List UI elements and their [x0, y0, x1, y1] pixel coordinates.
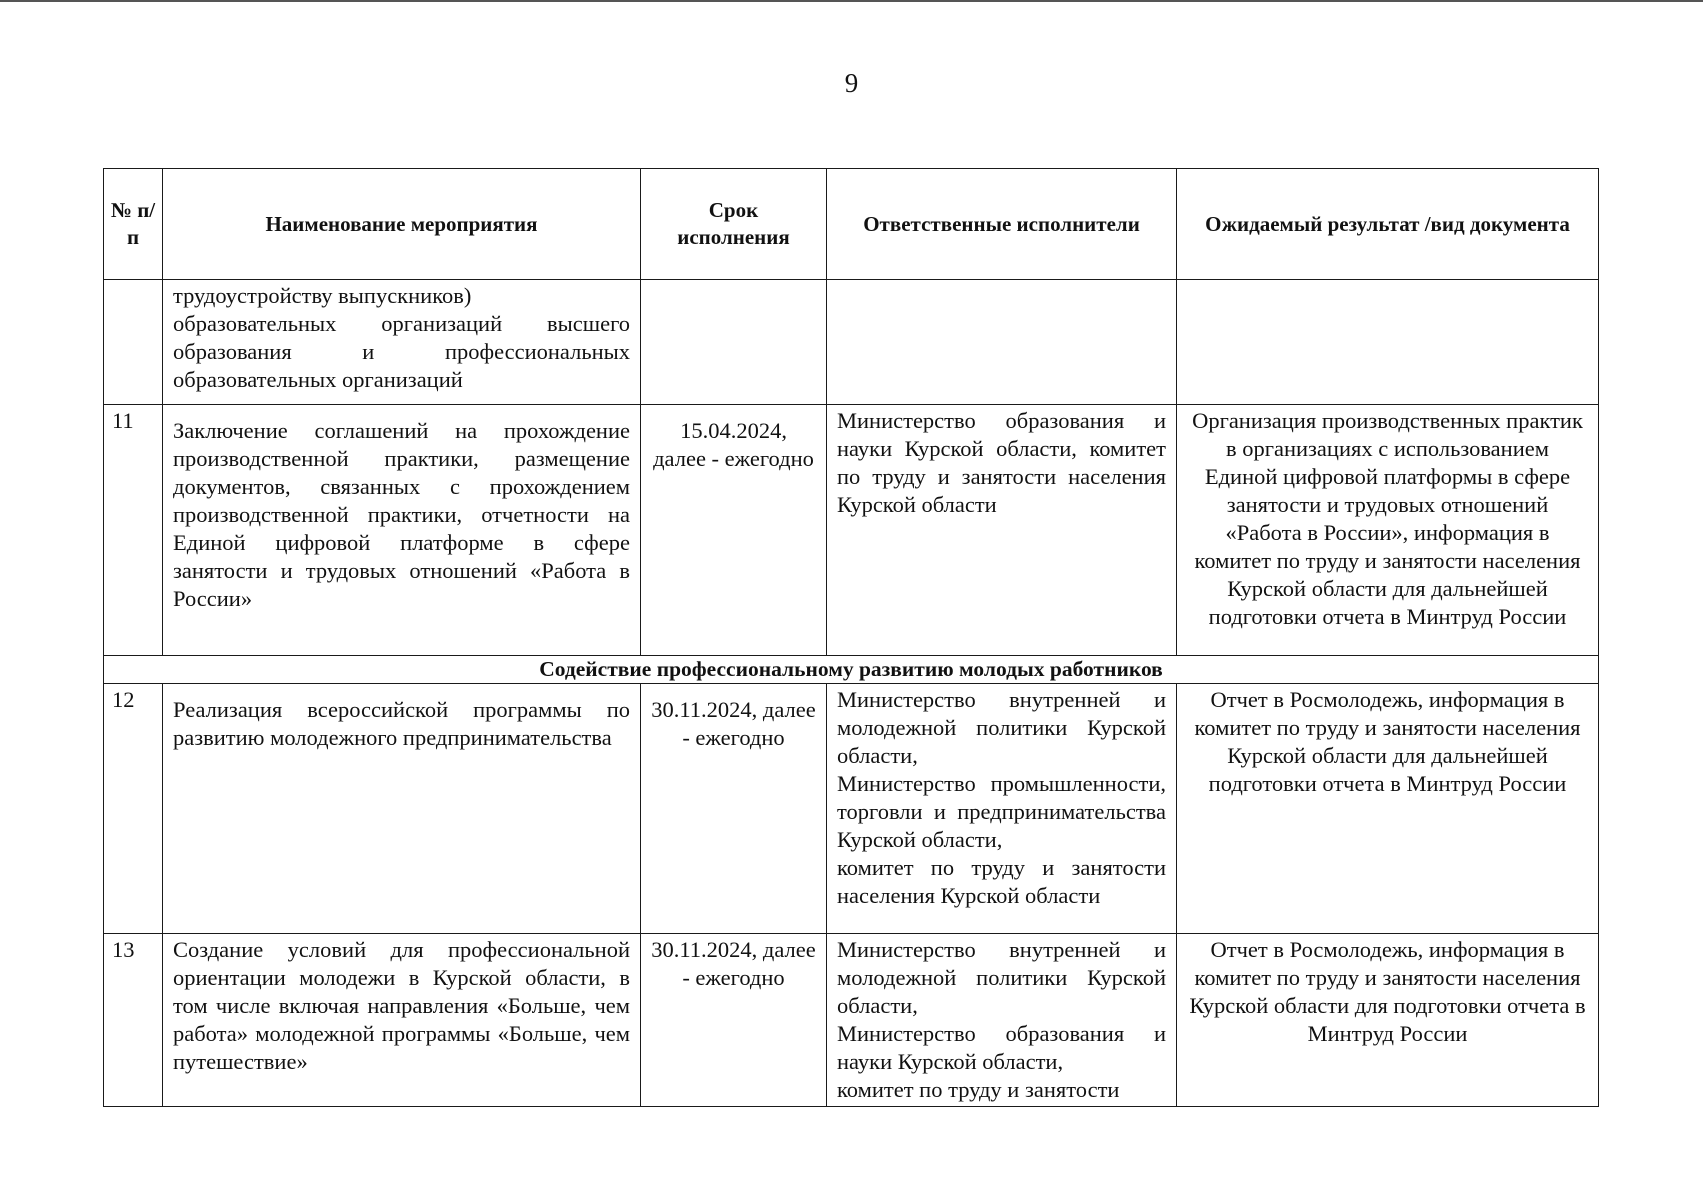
activity-name: Реализация всероссийской программы по развитию молодежного предпринимательства — [163, 684, 641, 934]
activity-name: Создание условий для профессиональной ориентации молодежи в Курской области, в том числе включая направления «Больше, чем работа» молодежной программы «Больше, чем путешествие» — [163, 934, 641, 1107]
table-row-11 — [104, 405, 1599, 656]
result: Отчет в Росмолодежь, информация в комитет по труду и занятости населения Курской области для подготовки отчета в Минтруд России — [1177, 934, 1599, 1107]
row-number — [104, 280, 163, 405]
table-header-row — [104, 169, 1599, 280]
responsible-line: комитет по труду и занятости населения Курской области — [837, 855, 1166, 908]
section-row — [104, 656, 1599, 684]
scan-top-edge — [0, 0, 1703, 2]
deadline: 30.11.2024, далее - ежегодно — [641, 684, 827, 934]
page-number: 9 — [844, 68, 859, 98]
result — [1177, 280, 1599, 405]
deadline — [641, 280, 827, 405]
header-num: № п/п — [104, 169, 163, 280]
row-number: 12 — [104, 684, 163, 934]
section-title: Содействие профессиональному развитию молодых работников — [104, 656, 1599, 684]
deadline: 30.11.2024, далее - ежегодно — [641, 934, 827, 1107]
header-deadline: Срок исполнения — [641, 169, 827, 280]
activity-name-rest: образовательных организаций высшего образования и профессиональных образовательных организаций — [173, 311, 630, 392]
row-number: 11 — [104, 405, 163, 656]
header-name: Наименование мероприятия — [163, 169, 641, 280]
deadline: 15.04.2024, далее - ежегодно — [641, 405, 827, 656]
activity-name-line: трудоустройству выпускников) — [173, 283, 472, 308]
header-responsible: Ответственные исполнители — [827, 169, 1177, 280]
table-row-12 — [104, 684, 1599, 934]
responsible-line: Министерство внутренней и молодежной политики Курской области, — [837, 687, 1166, 768]
responsible-line: комитет по труду и занятости — [837, 1077, 1120, 1102]
activity-name: Заключение соглашений на прохождение производственной практики, размещение документов, связанных с прохождением производственной практики, отчетности на Единой цифровой платформе в сфере занятости и трудовых отношений «Работа в России» — [163, 405, 641, 656]
activity-name — [163, 280, 641, 405]
responsible-line: Министерство образования и науки Курской области, — [837, 1021, 1166, 1074]
row-number: 13 — [104, 934, 163, 1107]
responsible-line: Министерство промышленности, торговли и предпринимательства Курской области, — [837, 771, 1166, 852]
responsible — [827, 934, 1177, 1107]
header-result: Ожидаемый результат /вид документа — [1177, 169, 1599, 280]
responsible — [827, 280, 1177, 405]
activities-table — [103, 168, 1599, 1107]
table-row-13 — [104, 934, 1599, 1107]
result: Отчет в Росмолодежь, информация в комитет по труду и занятости населения Курской области для дальнейшей подготовки отчета в Минтруд России — [1177, 684, 1599, 934]
result: Организация производственных практик в организациях с использованием Единой цифровой платформы в сфере занятости и трудовых отношений «Работа в России», информация в комитет по труду и занятости населения Курской области для дальнейшей подготовки отчета в Минтруд России — [1177, 405, 1599, 656]
responsible-line: Министерство внутренней и молодежной политики Курской области, — [837, 937, 1166, 1018]
table-row-continued — [104, 280, 1599, 405]
responsible — [827, 684, 1177, 934]
responsible: Министерство образования и науки Курской области, комитет по труду и занятости населения Курской области — [827, 405, 1177, 656]
